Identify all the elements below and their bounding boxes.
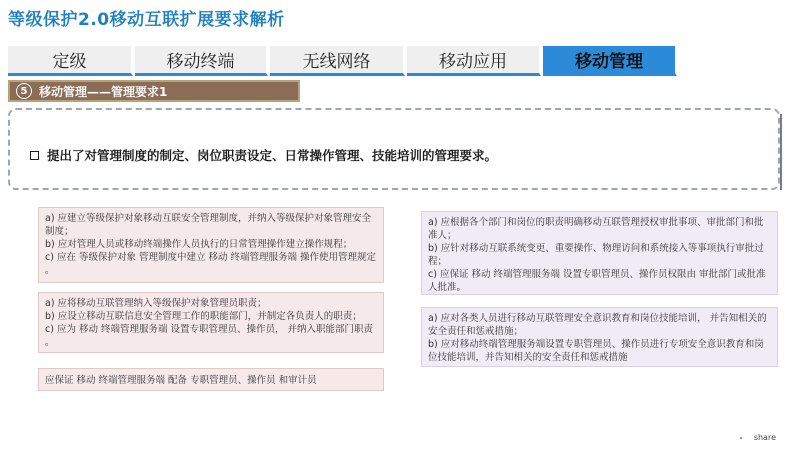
card-management-system <box>38 207 384 283</box>
card-line: b) 应设立移动互联信息安全管理工作的职能部门，并制定各负责人的职责； <box>45 311 362 322</box>
card-line: 应保证 移动 终端管理服务端 配备 专职管理员、操作员 和审计员 <box>45 375 317 386</box>
card-line: a) 应建立等级保护对象移动互联安全管理制度，并纳入等级保护对象管理安全制度； <box>45 213 372 237</box>
section-title: 移动管理——管理要求1 <box>39 84 168 99</box>
tab-mobile-terminal[interactable]: 移动终端 <box>135 46 268 76</box>
card-line: c) 应为 移动 终端管理服务端 设置专职管理员、操作员， 并纳入职能部门职责 。 <box>45 324 374 348</box>
square-bullet-icon <box>30 151 39 160</box>
summary-text: 提出了对管理制度的制定、岗位职责设定、日常操作管理、技能培训的管理要求。 <box>47 148 498 163</box>
section-header <box>8 80 300 102</box>
card-line: a) 应对各类人员进行移动互联管理安全意识教育和岗位技能培训， 并告知相关的安全责任和惩戒措施； <box>428 313 767 337</box>
share-dot <box>740 437 742 439</box>
tab-wireless-network[interactable]: 无线网络 <box>270 46 405 76</box>
section-number-badge: 5 <box>16 83 32 99</box>
card-authorization <box>421 211 778 295</box>
tab-bar <box>0 46 800 76</box>
tab-mobile-app[interactable]: 移动应用 <box>407 46 541 76</box>
card-line: b) 应针对移动互联系统变更、重要操作、物理访问和系统接入等事项执行审批过程； <box>428 243 764 267</box>
main-summary-box <box>8 108 780 190</box>
card-line: c) 应保证 移动 终端管理服务端 设置专职管理员、操作员权限由 审批部门或批准人批准。 <box>428 269 766 293</box>
card-line: a) 应将移动互联管理纳入等级保护对象管理员职责； <box>45 298 267 309</box>
card-staffing <box>38 368 384 391</box>
card-training <box>421 307 778 367</box>
card-line: b) 应对管理人员或移动终端操作人员执行的日常管理操作建立操作规程； <box>45 239 353 250</box>
tab-grading[interactable]: 定级 <box>8 46 133 76</box>
card-personnel-duties <box>38 292 384 353</box>
card-line: a) 应根据各个部门和岗位的职责明确移动互联管理授权审批事项、审批部门和批准人； <box>428 217 764 241</box>
card-line: b) 应对移动终端管理服务端设置专职管理员、操作员进行专项安全意识教育和岗位技能培训，并告知相关的安全责任和惩戒措施 <box>428 339 764 363</box>
share-label[interactable]: share <box>753 433 776 442</box>
summary-line <box>30 146 497 164</box>
page-title: 等级保护2.0移动互联扩展要求解析 <box>8 10 285 30</box>
card-line: c) 应在 等级保护对象 管理制度中建立 移动 终端管理服务端 操作使用管理规定 。 <box>45 252 377 276</box>
tab-mobile-management[interactable]: 移动管理 <box>543 46 677 76</box>
